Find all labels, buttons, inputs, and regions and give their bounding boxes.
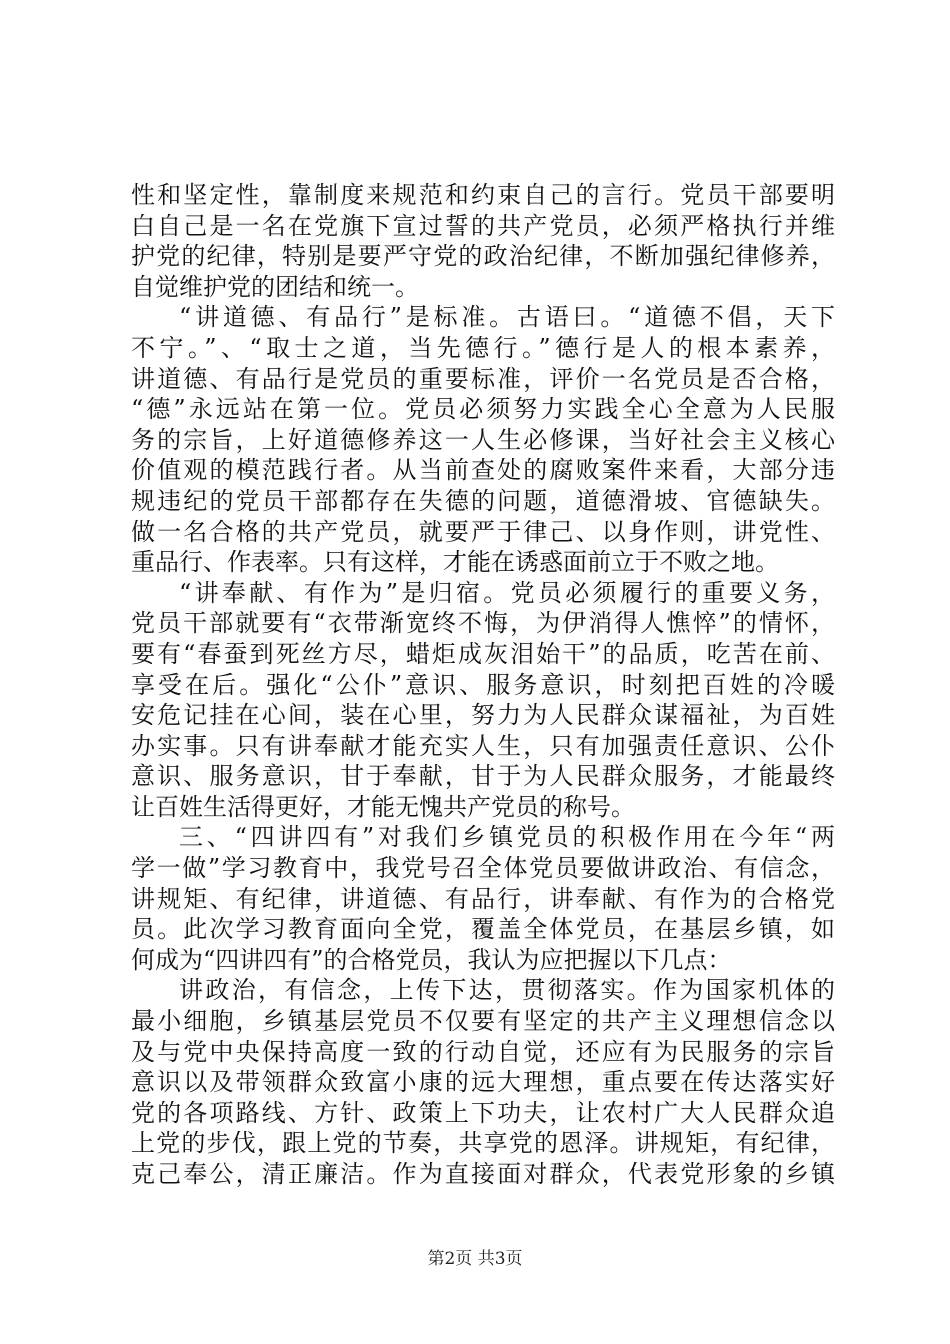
text-line: “德”永远站在第一位。党员必须努力实践全心全意为人民服 (131, 395, 835, 424)
text-line: 党员干部就要有“衣带渐宽终不悔，为伊消得人憔悴”的情怀， (131, 609, 835, 638)
text-line: 价值观的模范践行者。从当前查处的腐败案件来看，大部分违 (131, 456, 835, 485)
text-line: 最小细胞，乡镇基层党员不仅要有坚定的共产主义理想信念以 (131, 1007, 835, 1036)
text-line: 白自己是一名在党旗下宣过誓的共产党员，必须严格执行并维 (131, 211, 835, 240)
text-line: 学一做”学习教育中，我党号召全体党员要做讲政治、有信念， (131, 854, 835, 883)
text-line: 讲规矩、有纪律，讲道德、有品行，讲奉献、有作为的合格党 (131, 884, 835, 913)
text-line: 意识、服务意识，甘于奉献，甘于为人民群众服务，才能最终 (131, 762, 835, 791)
text-line: 三、“四讲四有”对我们乡镇党员的积极作用在今年“两 (179, 823, 835, 852)
text-line: 办实事。只有讲奉献才能充实人生，只有加强责任意识、公仆 (131, 731, 835, 760)
text-line: 性和坚定性，靠制度来规范和约束自己的言行。党员干部要明 (131, 181, 835, 209)
text-line: “讲道德、有品行”是标准。古语曰。“道德不倡，天下 (179, 303, 835, 332)
document-body (131, 180, 835, 1190)
text-line: 党的各项路线、方针、政策上下功夫，让农村广大人民群众追 (131, 1098, 835, 1127)
text-line: 克己奉公，清正廉洁。作为直接面对群众，代表党形象的乡镇 (131, 1160, 835, 1188)
text-line: 何成为“四讲四有”的合格党员，我认为应把握以下几点： (131, 945, 732, 974)
text-line: 员。此次学习教育面向全党，覆盖全体党员，在基层乡镇，如 (131, 915, 835, 944)
text-line: 要有“春蚕到死丝方尽，蜡炬成灰泪始干”的品质，吃苦在前、 (131, 639, 835, 668)
text-line: 上党的步伐，跟上党的节奏，共享党的恩泽。讲规矩，有纪律， (131, 1129, 835, 1158)
text-line: 护党的纪律，特别是要严守党的政治纪律，不断加强纪律修养， (131, 242, 835, 271)
text-line: 做一名合格的共产党员，就要严于律己、以身作则，讲党性、 (131, 517, 835, 546)
page-number-footer: 第2页 共3页 (427, 1249, 523, 1269)
text-line: 让百姓生活得更好，才能无愧共产党员的称号。 (131, 792, 635, 821)
text-line: 意识以及带领群众致富小康的远大理想，重点要在传达落实好 (131, 1068, 835, 1097)
text-line: 自觉维护党的团结和统一。 (131, 272, 419, 301)
text-line: 不宁。”、“取士之道，当先德行。”德行是人的根本素养， (131, 333, 835, 362)
text-line: 及与党中央保持高度一致的行动自觉，还应有为民服务的宗旨 (131, 1037, 835, 1066)
text-line: 重品行、作表率。只有这样，才能在诱惑面前立于不败之地。 (131, 548, 779, 577)
text-line: 务的宗旨，上好道德修养这一人生必修课，当好社会主义核心 (131, 425, 835, 454)
text-line: 讲道德、有品行是党员的重要标准，评价一名党员是否合格， (131, 364, 835, 393)
text-line: “讲奉献、有作为”是归宿。党员必须履行的重要义务， (179, 578, 835, 607)
text-line: 享受在后。强化“公仆”意识、服务意识，时刻把百姓的冷暖 (131, 670, 835, 699)
text-line: 讲政治，有信念，上传下达，贯彻落实。作为国家机体的 (179, 976, 835, 1005)
text-line: 安危记挂在心间，装在心里，努力为人民群众谋福祉，为百姓 (131, 701, 835, 730)
text-line: 规违纪的党员干部都存在失德的问题，道德滑坡、官德缺失。 (131, 486, 835, 515)
